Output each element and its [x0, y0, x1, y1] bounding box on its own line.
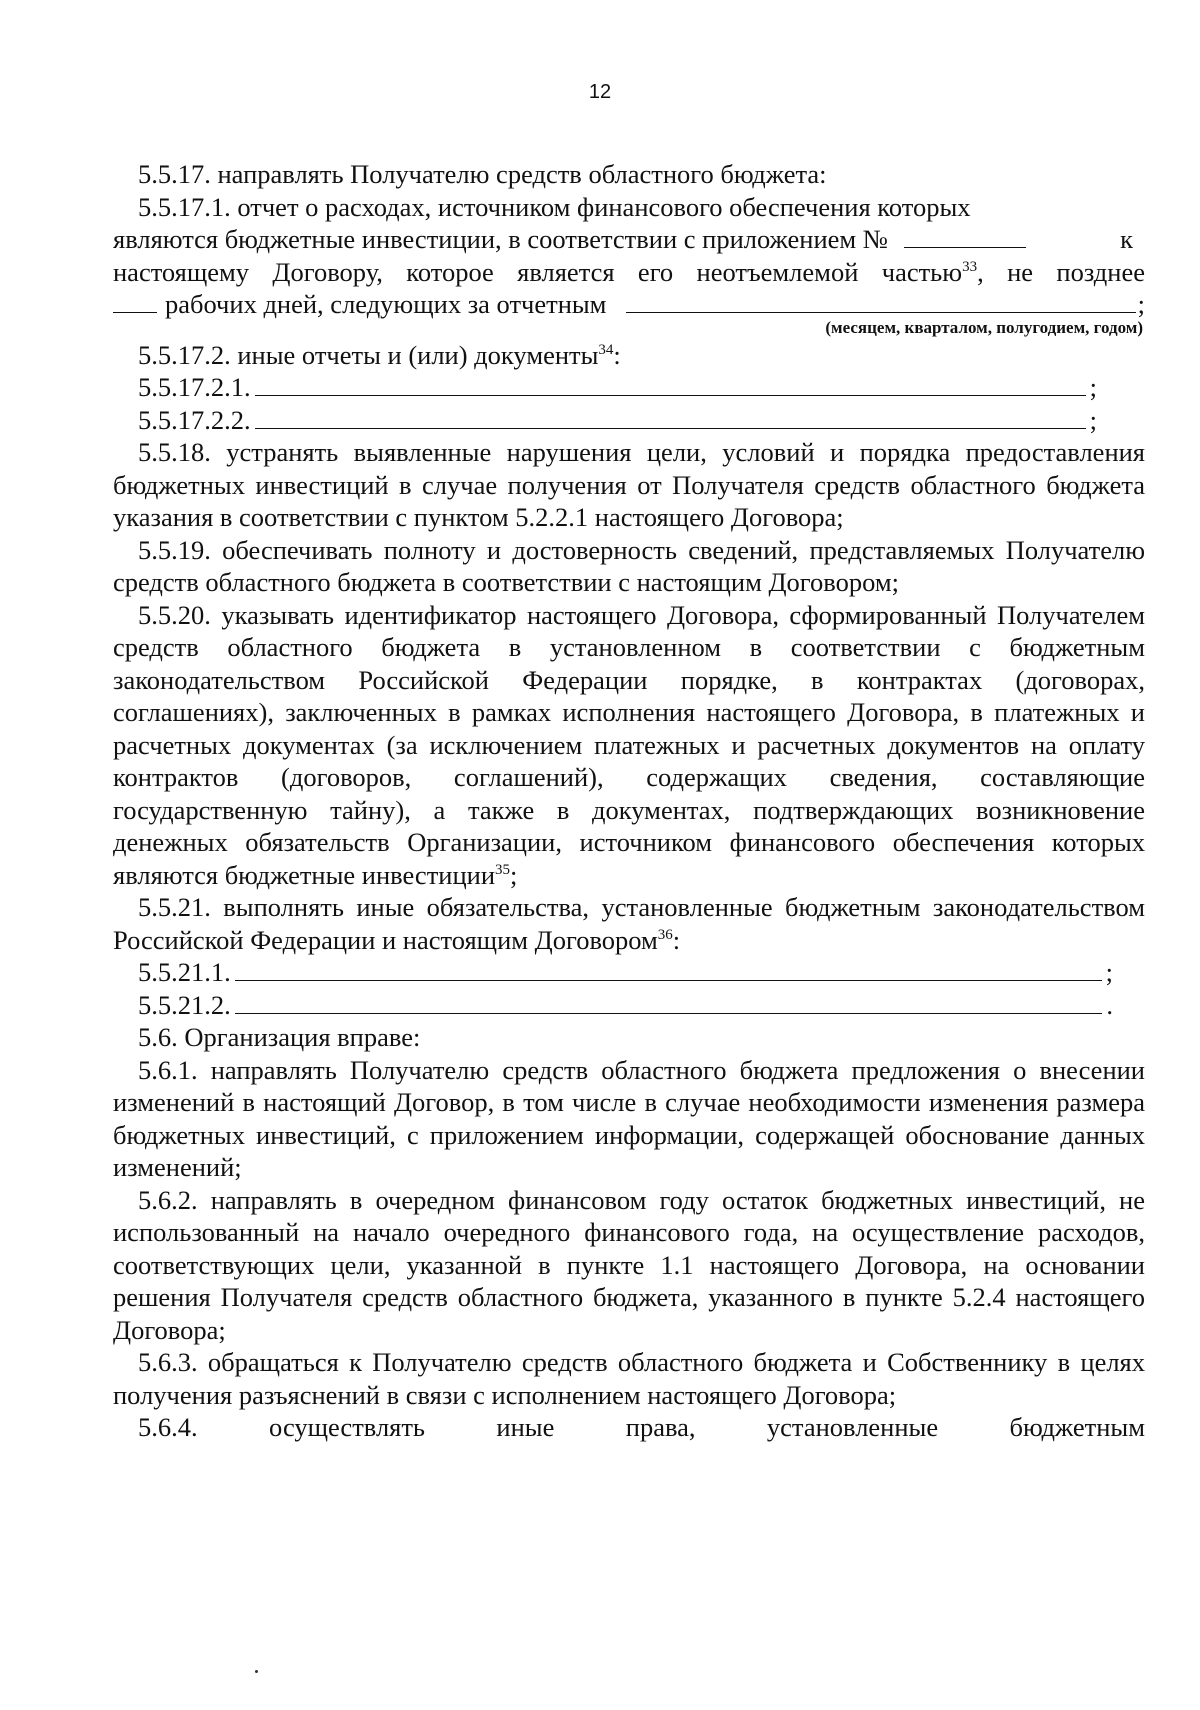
clause-5-5-21-1: [113, 956, 1145, 989]
clause-5-5-17-1-line-1: 5.5.17.1. отчет о расходах, источником финансового обеспечения которых: [138, 191, 971, 222]
clause-5-5-20: [113, 599, 1145, 892]
footnote-ref-35: 35: [495, 861, 510, 878]
clause-text: 5.5.20. указывать идентификатор настоящего Договора, сформированный Получателем средств областного бюджета в установленном в соответствии с бюджетным законодательством Российской Федерации порядке, в контрактах (договорах, соглашениях), заключенных в рамках исполнения настоящего Договора, в платежных и расчетных документах (за исключением платежных и расчетных документов на оплату контрактов (договоров, соглашений), содержащих сведения, составляющие государственную тайну), а также в документах, подтверждающих возникновение денежных обязательств Организации, источником финансового обеспечения которых являются бюджетные инвестиции: [113, 599, 1145, 890]
clause-5-5-17-2-1: [113, 371, 1145, 404]
clause-text: :: [613, 339, 621, 370]
clause-text: :: [672, 924, 681, 955]
clause-end: ;: [1105, 957, 1113, 987]
clause-end: .: [1106, 989, 1113, 1020]
clause-5-5-17-2: [113, 339, 1145, 372]
clause-5-5-21: [113, 891, 1145, 956]
document-body: [113, 158, 1145, 1444]
clause-label: 5.5.17.2.1.: [138, 372, 251, 402]
clause-text: рабочих дней, следующих за отчетным: [165, 289, 607, 319]
clause-text: 5.5.17.2. иные отчеты и (или) документы: [138, 339, 599, 370]
footnote-ref-34: 34: [598, 341, 614, 358]
clause-label: 5.5.21.2.: [138, 989, 231, 1020]
clause-text: к: [1120, 224, 1133, 254]
clause-5-6-3: 5.6.3. обращаться к Получателю средств областного бюджета и Собственнику в целях получения разъяснений в связи с исполнением настоящего Договора;: [113, 1347, 1145, 1410]
clause-5-5-21-2: [113, 989, 1145, 1022]
clause-end: ;: [1137, 289, 1145, 319]
period-caption: (месяцем, кварталом, полугодием, годом): [825, 317, 1143, 337]
clause-text: 5.5.21. выполнять иные обязательства, установленные бюджетным законодательством Российской Федерации и настоящим Договором: [113, 892, 1145, 955]
section-5-6-heading: 5.6. Организация вправе:: [138, 1022, 421, 1052]
clause-5-5-17: 5.5.17. направлять Получателю средств областного бюджета:: [138, 159, 827, 189]
clause-blank: [235, 960, 1102, 981]
clause-text: ;: [510, 859, 518, 890]
clause-label: 5.5.17.2.2.: [138, 404, 251, 435]
clause-5-5-18: 5.5.18. устранять выявленные нарушения цели, условий и порядка предоставления бюджетных инвестиций в случае получения от Получателя средств областного бюджета указания в соответствии с пунктом 5.2.2.1 настоящего Договора;: [113, 437, 1145, 532]
appendix-number-blank: [904, 227, 1026, 248]
clause-text: настоящему Договору, которое является его неотъемлемой частью: [113, 256, 963, 287]
clause-end: ;: [1089, 404, 1097, 435]
clause-5-6-4: 5.6.4. осуществлять иные права, установленные бюджетным: [138, 1412, 1145, 1442]
clause-5-6-2: 5.6.2. направлять в очередном финансовом году остаток бюджетных инвестиций, не использованный на начало очередного финансового года, на осуществление расходов, соответствующих цели, указанной в пункте 1.1 настоящего Договора, на основании решения Получателя средств областного бюджета, указанного в пункте 5.2.4 настоящего Договора;: [113, 1184, 1145, 1345]
clause-label: 5.5.21.1.: [138, 957, 231, 987]
clause-5-5-17-1-line-3: [113, 256, 1145, 289]
clause-5-6-1: 5.6.1. направлять Получателю средств областного бюджета предложения о внесении изменений в настоящий Договор, в том числе в случае необходимости изменения размера бюджетных инвестиций, с приложением информации, содержащей обоснование данных изменений;: [113, 1054, 1145, 1182]
days-count-blank: [113, 292, 157, 313]
clause-blank: [255, 408, 1086, 429]
scan-speck: [255, 1670, 258, 1673]
clause-5-5-17-1-line-2: [113, 223, 1145, 256]
clause-5-5-17-2-2: [113, 404, 1145, 437]
clause-end: ;: [1089, 372, 1097, 402]
period-blank: [626, 292, 1135, 313]
page-number: 12: [588, 81, 612, 103]
clause-5-5-19: 5.5.19. обеспечивать полноту и достоверность сведений, представляемых Получателю средств областного бюджета в соответствии с настоящим Договором;: [113, 534, 1145, 597]
clause-text: являются бюджетные инвестиции, в соответствии с приложением №: [113, 224, 889, 254]
footnote-ref-33: 33: [962, 258, 978, 275]
footnote-ref-36: 36: [657, 926, 673, 943]
clause-text: , не позднее: [977, 256, 1145, 287]
clause-blank: [255, 375, 1086, 396]
clause-blank: [235, 993, 1103, 1014]
